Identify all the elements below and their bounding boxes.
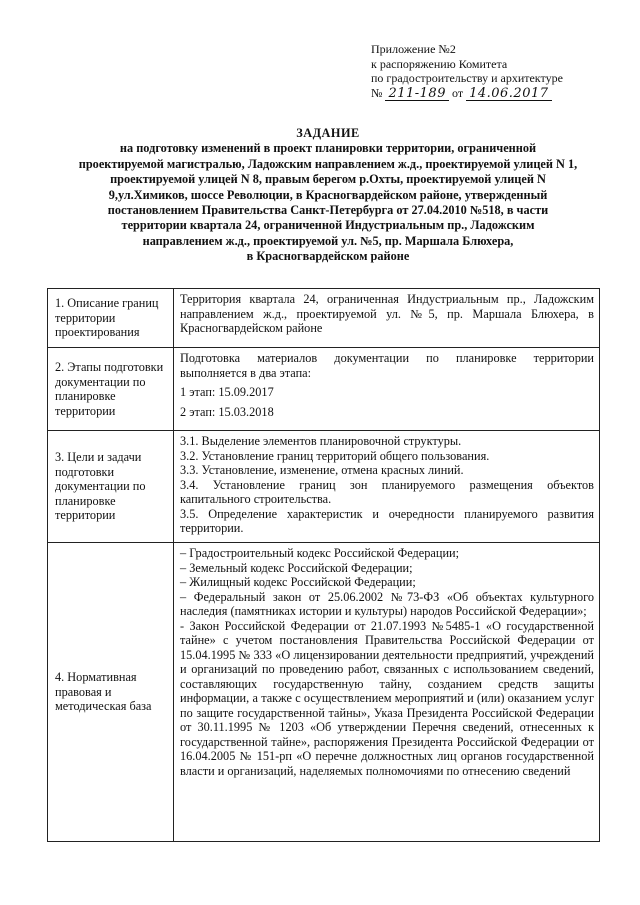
annex-number-line [371,86,563,101]
row-label-regulatory: 4. Нормативная правовая и методическая база [48,543,174,842]
regulatory-item: - Закон Российской Федерации от 21.07.1993 №5485-1 «О государственной тайне» с учетом постановления Правительства Российской Федерации от 15.04.1995 № 333 «О лицензировании деятельности предприятий, учреждений и организаций по проведению работ, связанных с использованием сведений, составляющих государственную тайну, созданием средств защиты информации, а также с осуществлением мероприятий и (или) оказанием услуг по защите государственной тайны», Указа Президента Российской Федерации от 30.11.1995 № 1203 «Об утверждении Перечня сведений, отнесенных к государственной тайне», распоряжения Президента Российской Федерации от 16.04.2005 № 151-рп «О перечне должностных лиц органов государственной власти и организаций, наделяемых полномочиями по отнесению сведений [180,618,594,778]
handwritten-date: 14.06.2017 [466,87,551,101]
table-row [48,348,600,431]
task-table [47,288,600,842]
title-line: 9,ул.Химиков, шоссе Революции, в Красногвардейском районе, утвержденный [108,187,548,202]
title-line: постановлением Правительства Санкт-Петербурга от 27.04.2010 №518, в части [107,203,549,218]
row-label-stages: 2. Этапы подготовки документации по планировке территории [48,348,174,431]
annex-line-3: по градостроительству и архитектуре [371,71,563,85]
goal-item: 3.4. Установление границ зон планируемого размещения объектов капитального строительства. [180,477,594,506]
table-row [48,543,600,842]
number-prefix: № [371,85,383,100]
annex-title: Приложение №2 [371,42,456,56]
stage-1: 1 этап: 15.09.2017 [180,385,274,399]
annex-line-2: к распоряжению Комитета [371,56,508,71]
row-label-boundaries: 1. Описание границ территории проектирования [48,289,174,348]
handwritten-number: 211-189 [385,87,449,101]
table-row [48,431,600,543]
row-text-boundaries: Территория квартала 24, ограниченная Индустриальным пр., Ладожским направлением ж.д., проектируемой ул. №5, пр. Маршала Блюхера, в Красногвардейском районе [174,289,600,348]
goal-item: 3.3. Установление, изменение, отмена красных линий. [180,463,464,477]
title-line: на подготовку изменений в проект планировки территории, ограниченной [119,141,537,156]
title-line: проектируемой магистралью, Ладожским направлением ж.д., проектируемой улицей N 1, [78,156,578,171]
title-heading: ЗАДАНИЕ [296,126,360,140]
stage-2: 2 этап: 15.03.2018 [180,404,274,419]
title-line: территории квартала 24, ограниченной Индустриальным пр., Ладожским [121,218,535,233]
goal-item: 3.1. Выделение элементов планировочной структуры. [180,434,462,448]
annex-header [371,42,563,101]
row-content-stages [174,348,600,431]
title-line: направлением ж.д., проектируемой ул. №5, пр. Маршала Блюхера, [142,233,514,248]
goal-item: 3.5. Определение характеристик и очередности планируемого развития территории. [180,506,594,535]
document-title [48,126,608,265]
row-label-goals: 3. Цели и задачи подготовки документации по планировке территории [48,431,174,543]
date-prefix: от [451,85,464,100]
table-row [48,289,600,348]
stages-intro: Подготовка материалов документации по планировке территории выполняется в два этапа: [180,351,594,380]
row-content-regulatory [174,543,600,842]
row-content-goals [174,431,600,543]
regulatory-item: – Федеральный закон от 25.06.2002 №73-ФЗ «Об объектах культурного наследия (памятниках истории и культуры) народов Российской Федерации»; [180,589,594,618]
goal-item: 3.2. Установление границ территорий общего пользования. [180,448,490,463]
title-line: проектируемой улицей N 8, правым берегом р.Охты, проектируемой улицей N [110,172,546,187]
regulatory-item: – Жилищный кодекс Российской Федерации; [180,575,416,589]
regulatory-item: – Градостроительный кодекс Российской Федерации; [180,546,460,560]
title-line: в Красногвардейском районе [246,249,410,264]
regulatory-item: – Земельный кодекс Российской Федерации; [180,560,413,575]
